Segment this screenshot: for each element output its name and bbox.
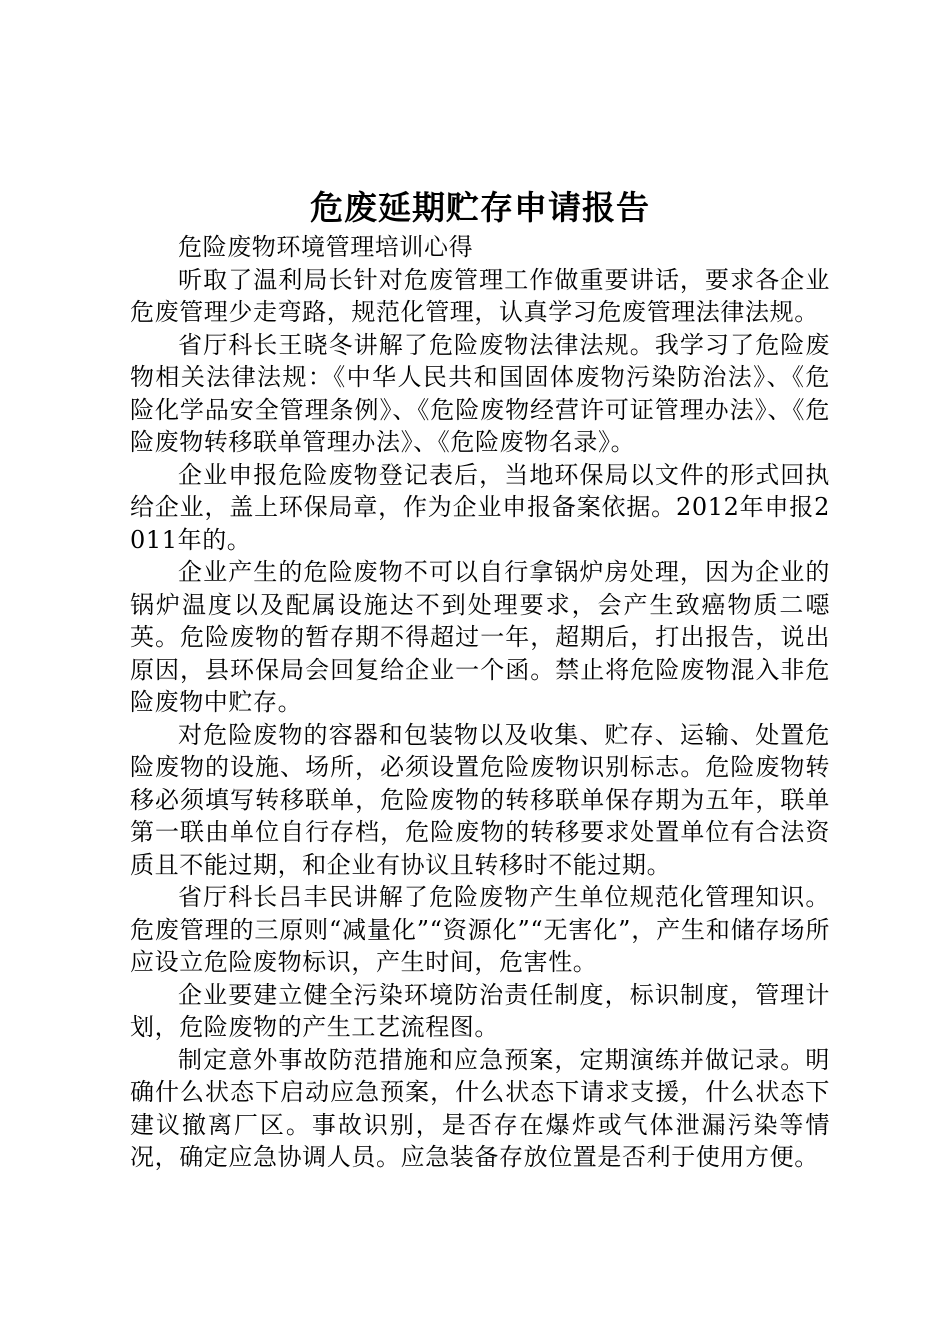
document-title: 危废延期贮存申请报告 — [310, 188, 650, 227]
paragraph: 省厅科长吕丰民讲解了危险废物产生单位规范化管理知识。危废管理的三原则“减量化”“资源化”“无害化”，产生和储存场所应设立危险废物标识，产生时间，危害性。 — [130, 883, 830, 976]
paragraph: 对危险废物的容器和包装物以及收集、贮存、运输、处置危险废物的设施、场所，必须设置危险废物识别标志。危险废物转移必须填写转移联单，危险废物的转移联单保存期为五年，联单第一联由单位自行存档，危险废物的转移要求处置单位有合法资质且不能过期，和企业有协议且转移时不能过期。 — [130, 720, 830, 879]
paragraph: 企业要建立健全污染环境防治责任制度，标识制度，管理计划，危险废物的产生工艺流程图。 — [130, 980, 830, 1041]
paragraph: 省厅科长王晓冬讲解了危险废物法律法规。我学习了危险废物相关法律法规：《中华人民共和国固体废物污染防治法》、《危险化学品安全管理条例》、《危险废物经营许可证管理办法》、《危险废物转移联单管理办法》、《危险废物名录》。 — [130, 330, 830, 456]
paragraph: 企业申报危险废物登记表后，当地环保局以文件的形式回执给企业，盖上环保局章，作为企业申报备案依据。2012年申报2011年的。 — [130, 460, 830, 554]
paragraph: 制定意外事故防范措施和应急预案，定期演练并做记录。明确什么状态下启动应急预案，什么状态下请求支援，什么状态下建议撤离厂区。事故识别，是否存在爆炸或气体泄漏污染等情况，确定应急协调人员。应急装备存放位置是否利于使用方便。 — [130, 1045, 830, 1171]
paragraph-subtitle: 危险废物环境管理培训心得 — [178, 233, 474, 261]
paragraph: 企业产生的危险废物不可以自行拿锅炉房处理，因为企业的锅炉温度以及配属设施达不到处理要求，会产生致癌物质二噁英。危险废物的暂存期不得超过一年，超期后，打出报告，说出原因，县环保局会回复给企业一个函。禁止将危险废物混入非危险废物中贮存。 — [130, 558, 830, 716]
paragraph: 听取了温利局长针对危废管理工作做重要讲话，要求各企业危废管理少走弯路，规范化管理，认真学习危废管理法律法规。 — [130, 265, 830, 326]
document-body — [130, 231, 830, 1174]
